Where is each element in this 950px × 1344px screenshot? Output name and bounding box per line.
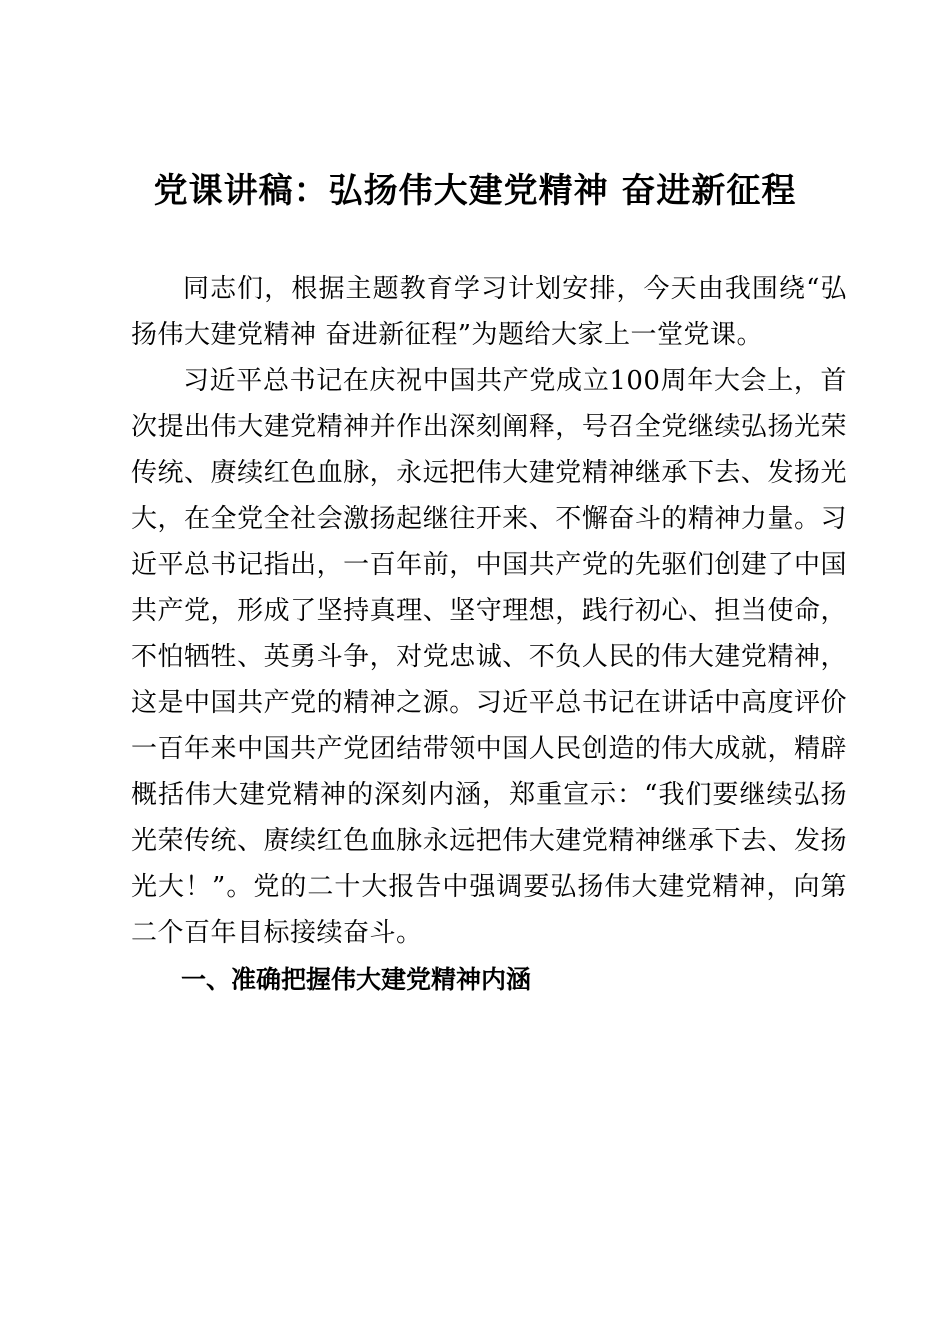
document-title: 党课讲稿：弘扬伟大建党精神 奋进新征程 — [153, 171, 797, 211]
paragraph-intro: 同志们，根据主题教育学习计划安排，今天由我围绕“弘扬伟大建党精神 奋进新征程”为题给大家上一堂党课。 — [131, 274, 847, 350]
section-heading: 一、准确把握伟大建党精神内涵 — [181, 965, 532, 994]
paragraph-main: 习近平总书记在庆祝中国共产党成立100周年大会上，首次提出伟大建党精神并作出深刻阐释，号召全党继续弘扬光荣传统、赓续红色血脉，永远把伟大建党精神继承下去、发扬光大，在全党全社会激扬起继往开来、不懈奋斗的精神力量。习近平总书记指出，一百年前，中国共产党的先驱们创建了中国共产党，形成了坚持真理、坚守理想，践行初心、担当使命，不怕牺牲、英勇斗争，对党忠诚、不负人民的伟大建党精神，这是中国共产党的精神之源。习近平总书记在讲话中高度评价一百年来中国共产党团结带领中国人民创造的伟大成就，精辟概括伟大建党精神的深刻内涵，郑重宣示：“我们要继续弘扬光荣传统、赓续红色血脉永远把伟大建党精神继承下去、发扬光大！”。党的二十大报告中强调要弘扬伟大建党精神，向第二个百年目标接续奋斗。 — [131, 366, 847, 948]
document-body — [131, 266, 847, 1004]
